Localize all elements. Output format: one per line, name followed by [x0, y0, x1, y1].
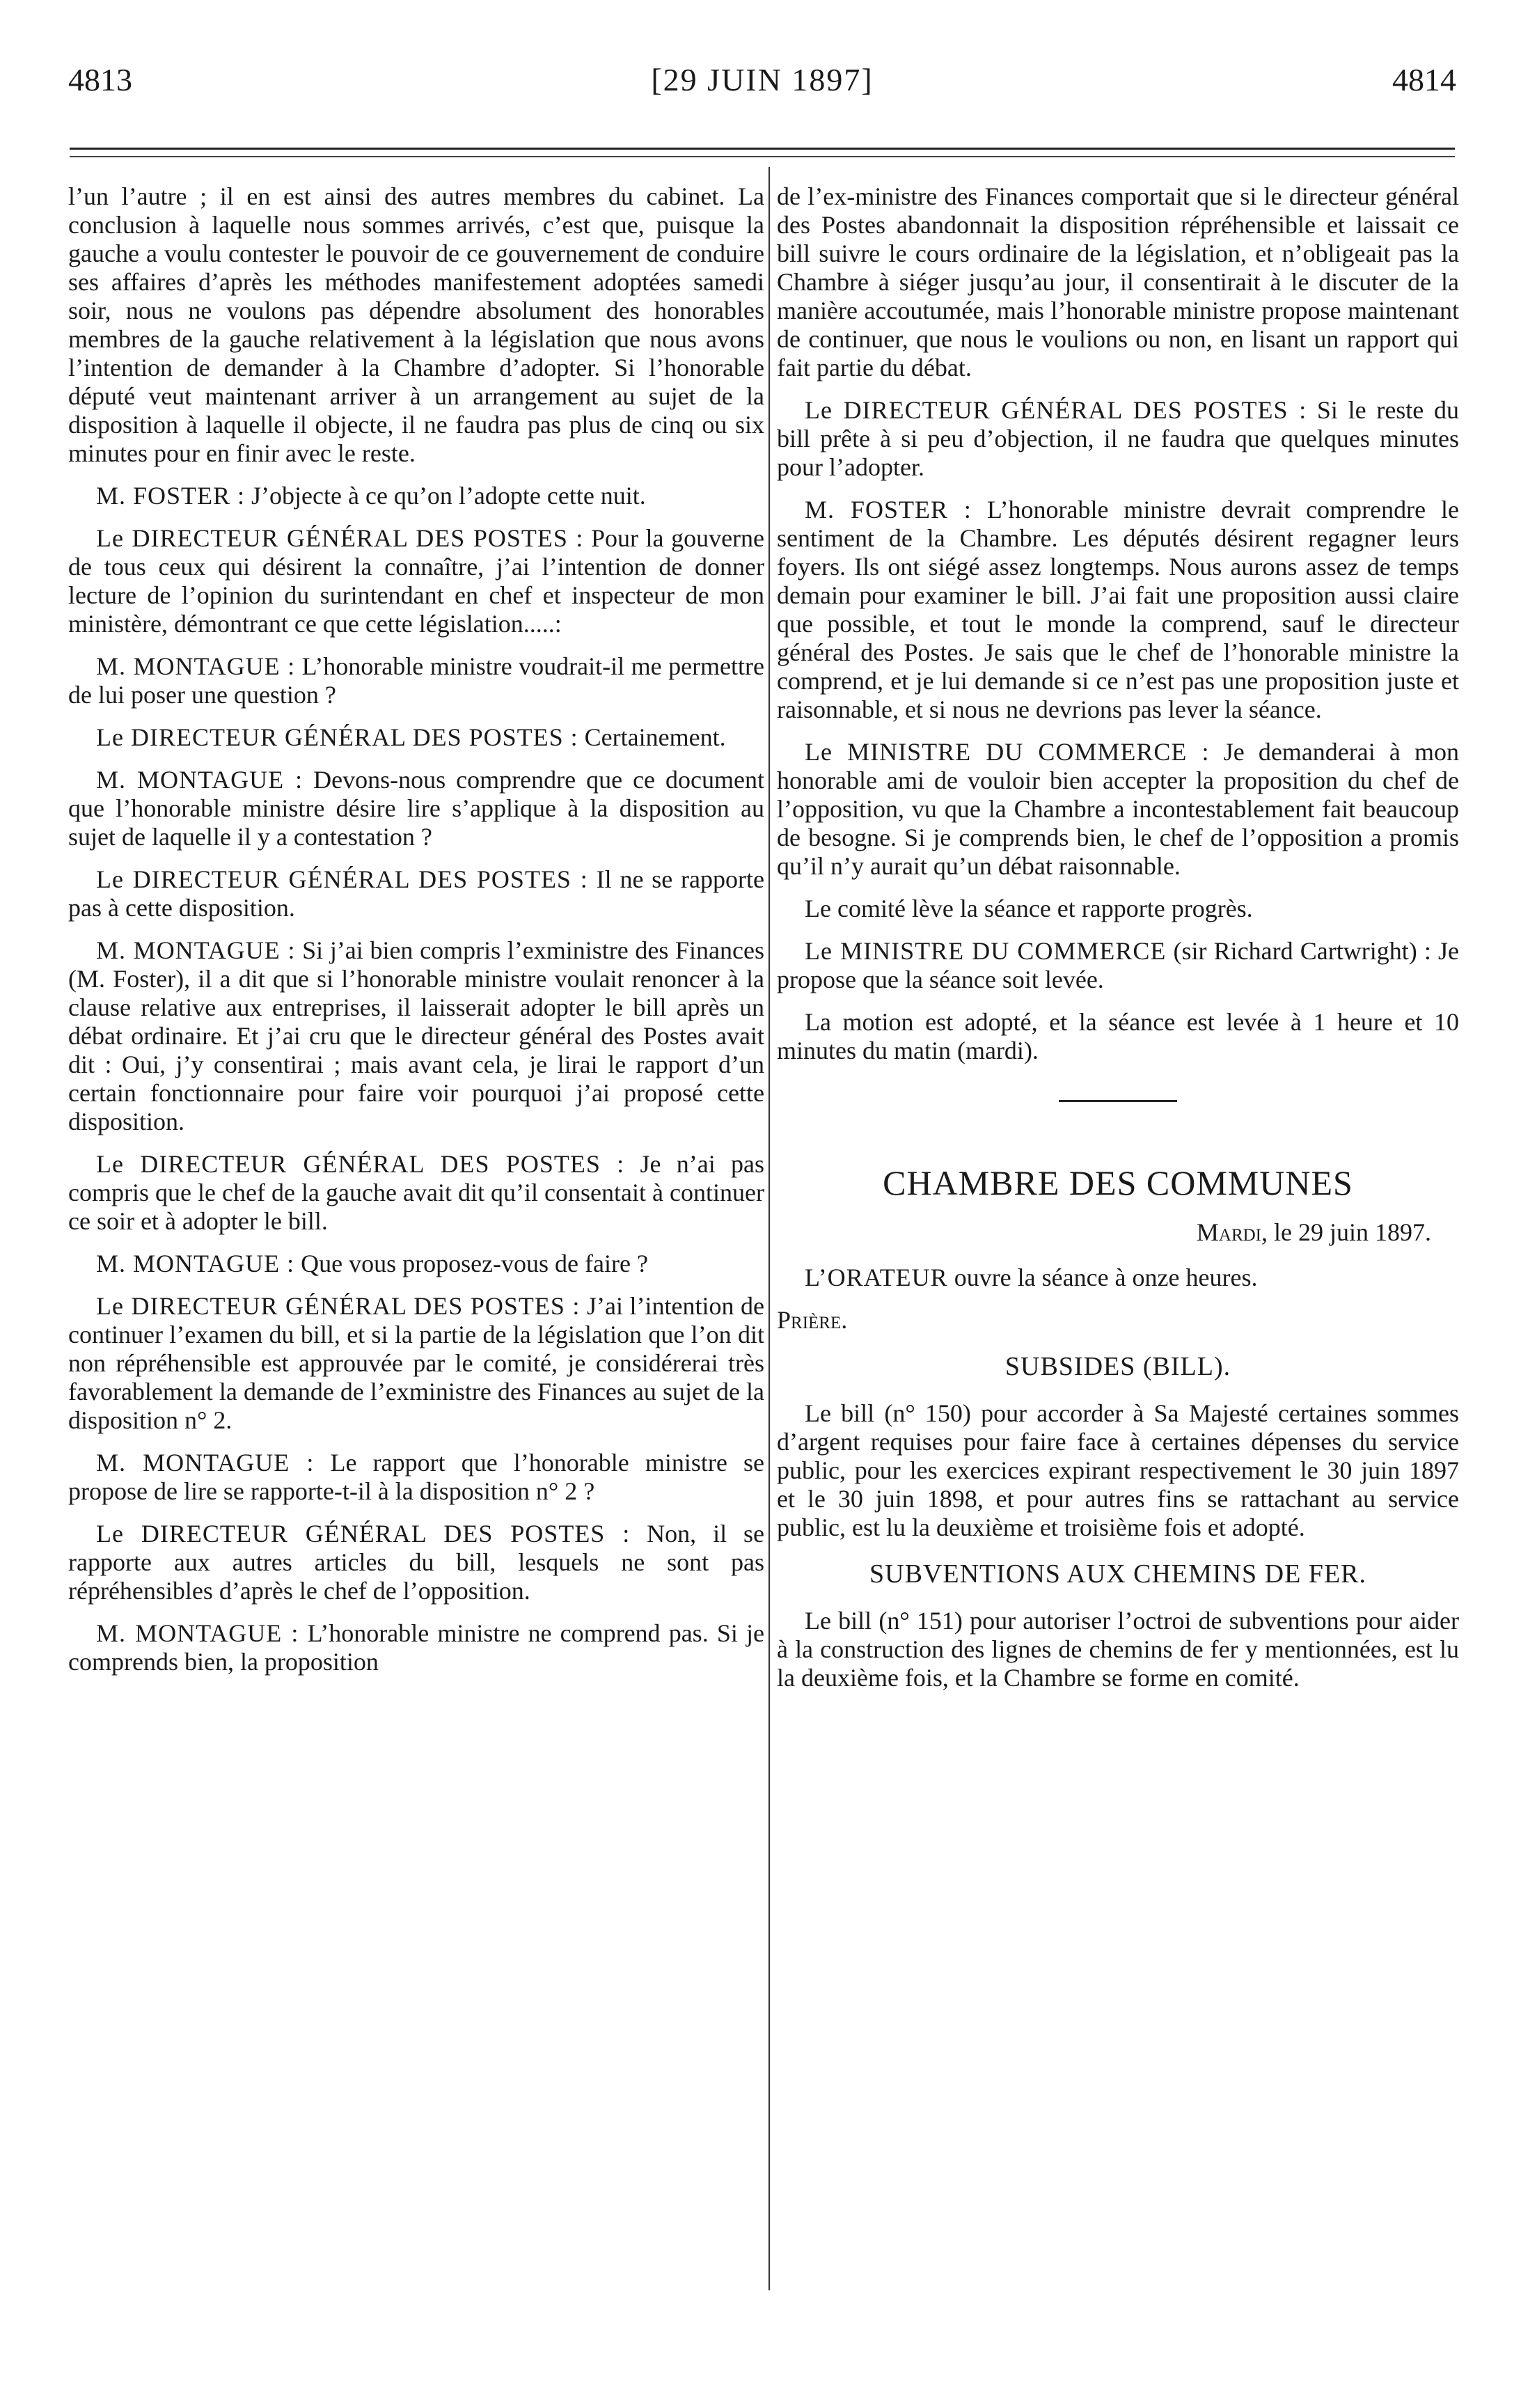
paragraph — [68, 865, 764, 922]
paragraph — [777, 937, 1459, 994]
paragraph-text: La motion est adopté, et la séance est levée à 1 heure et 10 minutes du matin (mardi). — [777, 1008, 1459, 1064]
section-rule — [1059, 1100, 1177, 1102]
date-day: Mardi — [1196, 1218, 1262, 1246]
priere-text: Prière. — [777, 1306, 848, 1334]
paragraph — [68, 1292, 764, 1435]
paragraph — [777, 1399, 1459, 1542]
speaker: M. MONTAGUE : — [96, 1619, 299, 1647]
speaker: L’ORATEUR — [805, 1264, 948, 1291]
paragraph — [68, 652, 764, 709]
paragraph-text: l’un l’autre ; il en est ainsi des autres membres du cabinet. La conclusion à laquelle nous sommes arrivés, c’est que, puisque la gauche a voulu contester le pouvoir de ce gouvernement de conduire ses affaires d’après les méthodes manifestement adoptées samedi soir, nous ne voulons pas dépendre absolument des honorables membres de la gauche relativement à la législation que nous avons l’intention de demander à la Chambre d’adopter. Si l’honorable député veut maintenant arriver à un arrangement au sujet de la disposition à laquelle il objecte, il ne faudra pas plus de cinq ou six minutes pour en finir avec le reste. — [68, 182, 764, 467]
speaker: Le DIRECTEUR GÉNÉRAL DES POSTES : — [96, 723, 578, 751]
paragraph — [777, 182, 1459, 382]
paragraph — [777, 496, 1459, 724]
chamber-title: CHAMBRE DES COMMUNES — [883, 1163, 1353, 1202]
page-number-left: 4813 — [68, 62, 132, 97]
paragraph-text: (sir Richard Cartwright) : Je propose que la séance soit levée. — [777, 937, 1459, 993]
paragraph — [68, 182, 764, 468]
priere-label — [777, 1306, 1459, 1335]
left-column — [68, 182, 764, 1690]
speaker: M. MONTAGUE : — [96, 936, 296, 964]
paragraph — [777, 1008, 1459, 1065]
paragraph-text: Si j’ai bien compris l’exministre des Finances (M. Foster), il a dit que si l’honorable ministre voulait renoncer à la clause relative aux entreprises, il laisserait adopter le bill après un débat ordinaire. Et j’ai cru que le directeur général des Postes avait dit : Oui, j’y consentirai ; mais avant cela, je lirai le rapport d’un certain fonctionnaire pour faire voir pourquoi j’ai proposé cette disposition. — [68, 936, 764, 1135]
page-number-right: 4814 — [1392, 62, 1456, 97]
paragraph-text: ouvre la séance à onze heures. — [947, 1264, 1258, 1291]
paragraph-text: J’ai l’intention de continuer l’examen du bill, et si la partie de la législation que l’on dit non répréhensible est approuvée par le comité, je considérerai très favorablement la demande de l’exministre des Finances au sujet de la disposition n° 2. — [68, 1292, 765, 1434]
paragraph-text: Le comité lève la séance et rapporte progrès. — [805, 895, 1253, 922]
speaker: Le DIRECTEUR GÉNÉRAL DES POSTES : — [96, 524, 584, 552]
paragraph — [68, 482, 764, 510]
paragraph — [777, 1264, 1459, 1292]
page-header — [68, 61, 1456, 117]
paragraph-text: Certainement. — [578, 723, 726, 751]
paragraph-text: Le bill (n° 151) pour autoriser l’octroi de subventions pour aider à la construction des lignes de chemins de fer y mentionnées, est lu la deuxième fois, et la Chambre se forme en comité. — [777, 1607, 1459, 1692]
paragraph — [68, 1250, 764, 1278]
speaker: Le DIRECTEUR GÉNÉRAL DES POSTES : — [96, 1520, 631, 1548]
paragraph — [777, 1607, 1459, 1692]
speaker: Le DIRECTEUR GÉNÉRAL DES POSTES : — [96, 1150, 625, 1178]
speaker: Le DIRECTEUR GÉNÉRAL DES POSTES : — [96, 865, 588, 893]
paragraph — [777, 396, 1459, 482]
speaker: Le DIRECTEUR GÉNÉRAL DES POSTES : — [96, 1292, 581, 1320]
paragraph — [68, 524, 764, 638]
paragraph-text: Non, il se rapporte aux autres articles du bill, lesquels ne sont pas répréhensibles d’après le chef de l’opposition. — [68, 1520, 764, 1605]
paragraph-text: J’objecte à ce qu’on l’adopte cette nuit. — [245, 482, 646, 510]
paragraph-text: Je demanderai à mon honorable ami de vouloir bien accepter la proposition du chef de l’opposition, vu que la Chambre a incontestablement fait beaucoup de besogne. Si je comprends bien, le chef de l’opposition a promis qu’il n’y aurait qu’un débat raisonnable. — [777, 738, 1459, 880]
paragraph — [68, 936, 764, 1136]
speaker: M. FOSTER : — [96, 482, 246, 510]
paragraph-text: Si le reste du bill prête à si peu d’objection, il ne faudra que quelques minutes pour l’adopter. — [777, 396, 1459, 481]
header-rule-thin — [70, 156, 1455, 157]
header-rule — [70, 148, 1455, 150]
paragraph-text: Le rapport que l’honorable ministre se propose de lire se rapporte-t-il à la disposition n° 2 ? — [68, 1449, 764, 1505]
paragraph-text: Je n’ai pas compris que le chef de la gauche avait dit qu’il consentait à continuer ce soir et à adopter le bill. — [68, 1150, 764, 1235]
speaker: M. MONTAGUE : — [96, 766, 304, 794]
paragraph-text: Le bill (n° 150) pour accorder à Sa Majesté certaines sommes d’argent requises pour faire face à certaines dépenses du service public, pour les exercices expirant respectivement le 30 juin 1897 et le 30 juin 1898, et pour autres fins se rattachant au service public, est lu la deuxième et troisième fois et adopté. — [777, 1399, 1459, 1541]
right-column — [777, 182, 1459, 1706]
paragraph-text: L’honorable ministre ne comprend pas. Si je comprends bien, la proposition — [68, 1619, 765, 1676]
paragraph-text: Pour la gouverne de tous ceux qui désirent la connaître, j’ai l’intention de donner lecture de l’opinion du surintendant en chef et inspecteur de mon ministère, démontrant ce que cette législation.....: — [68, 524, 765, 638]
speaker: M. FOSTER : — [805, 496, 972, 524]
paragraph — [68, 1150, 764, 1236]
paragraph-text: Devons-nous comprendre que ce document que l’honorable ministre désire lire s’applique à la disposition au sujet de laquelle il y a contestation ? — [68, 766, 765, 851]
paragraph — [68, 766, 764, 851]
paragraph-text: L’honorable ministre voudrait-il me permettre de lui poser une question ? — [68, 652, 765, 709]
section-heading-subsides: SUBSIDES (BILL). — [1004, 1352, 1231, 1381]
paragraph — [68, 1520, 764, 1605]
header-date: [29 JUIN 1897] — [651, 62, 874, 97]
paragraph — [777, 895, 1459, 923]
speaker: Le DIRECTEUR GÉNÉRAL DES POSTES : — [805, 396, 1307, 424]
paragraph — [68, 723, 764, 752]
speaker: Le MINISTRE DU COMMERCE — [805, 937, 1167, 965]
speaker: Le MINISTRE DU COMMERCE : — [805, 738, 1210, 766]
speaker: M. MONTAGUE : — [96, 1250, 295, 1277]
paragraph-text: Que vous proposez-vous de faire ? — [294, 1250, 648, 1277]
session-date — [777, 1218, 1459, 1247]
section-heading-chemins: SUBVENTIONS AUX CHEMINS DE FER. — [869, 1559, 1366, 1589]
paragraph — [777, 738, 1459, 881]
paragraph — [68, 1619, 764, 1676]
date-rest: , le 29 juin 1897. — [1261, 1218, 1431, 1246]
paragraph — [68, 1449, 764, 1506]
column-divider — [768, 167, 770, 2290]
paragraph-text: de l’ex-ministre des Finances comportait que si le directeur général des Postes abandonnait la disposition répréhensible et laissait ce bill suivre le cours ordinaire de la législation, et n’obligeait pas la Chambre à siéger jusqu’au jour, il consentirait à le discuter de la manière accoutumée, mais l’honorable ministre propose maintenant de continuer, que nous le voulions ou non, en lisant un rapport qui fait partie du débat. — [777, 182, 1459, 381]
paragraph-text: L’honorable ministre devrait comprendre le sentiment de la Chambre. Les députés désirent regagner leurs foyers. Ils ont siégé assez longtemps. Nous aurons assez de temps demain pour examiner le bill. J’ai fait une proposition aussi claire que possible, et tout le monde la comprend, sauf le directeur général des Postes. Je sais que le chef de l’honorable ministre la comprend, et je lui demande si ce n’est pas une proposition juste et raisonnable, et si nous ne devrions pas lever la séance. — [777, 496, 1459, 723]
paragraph-text: Il ne se rapporte pas à cette disposition. — [68, 865, 764, 922]
speaker: M. MONTAGUE : — [96, 1449, 315, 1477]
speaker: M. MONTAGUE : — [96, 652, 296, 680]
